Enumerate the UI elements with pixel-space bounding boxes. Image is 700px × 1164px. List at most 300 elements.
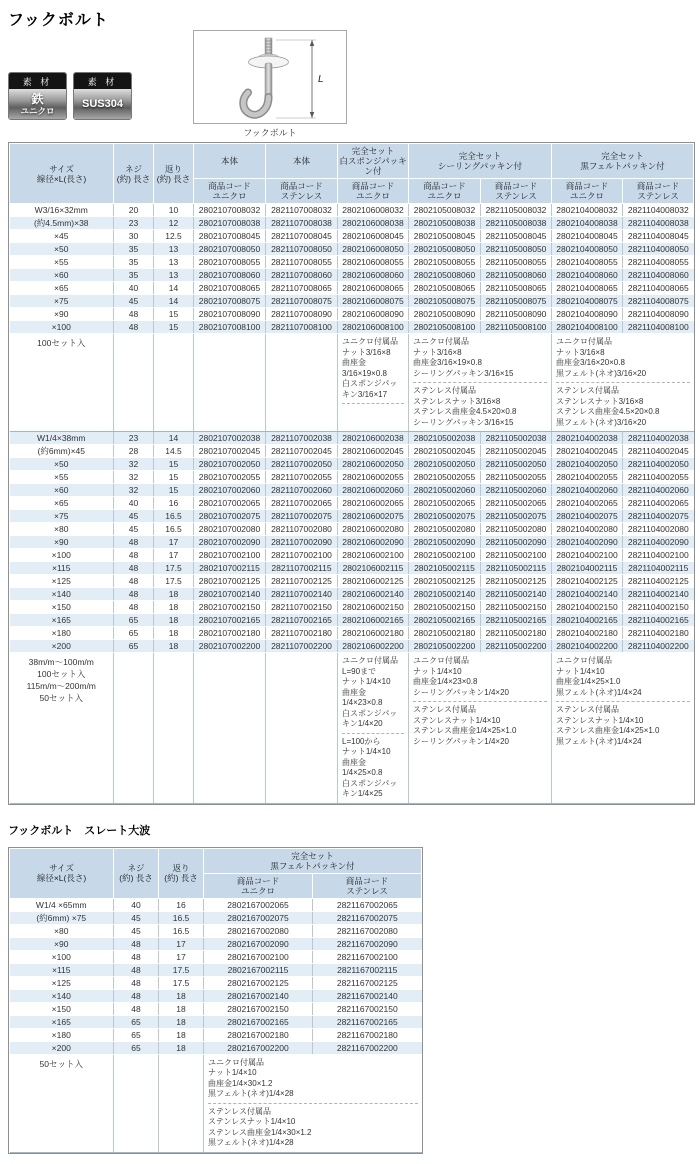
code-cell: 2802107002165 (194, 614, 266, 627)
code-cell: 2802107002080 (194, 523, 266, 536)
hook-bolt-image (193, 30, 347, 124)
code-cell: 2802104008038 (552, 217, 623, 230)
code-cell: 2802105002065 (409, 497, 481, 510)
group-header-sealing-set: 完全セット シーリングパッキン付 (409, 144, 552, 179)
code-cell: 18 (159, 989, 204, 1002)
code-cell: 2802167002140 (204, 989, 313, 1002)
code-cell: 2821107008038 (266, 217, 338, 230)
code-cell: 2802106008055 (338, 256, 409, 269)
code-cell: 2821104002060 (623, 484, 694, 497)
code-cell: 2802167002125 (204, 976, 313, 989)
size-cell: ×90 (10, 308, 114, 321)
size-cell: ×200 (10, 1041, 114, 1054)
code-cell: 2821105008038 (481, 217, 552, 230)
code-cell: 45 (114, 523, 154, 536)
figure-caption: フックボルト (243, 128, 297, 138)
product-row (10, 484, 694, 497)
code-cell: 2802107002038 (194, 432, 266, 445)
empty-cell (159, 1054, 204, 1152)
code-cell: 2802106002080 (338, 523, 409, 536)
code-cell: 2821167002115 (313, 963, 422, 976)
col-header-code-unichrome: 商品コード ユニクロ (204, 873, 313, 898)
code-cell: 48 (114, 308, 154, 321)
code-cell: 17 (159, 937, 204, 950)
col-header-code-unichrome: 商品コード ユニクロ (552, 179, 623, 204)
code-cell: 2821167002140 (313, 989, 422, 1002)
code-cell: 2802105002075 (409, 510, 481, 523)
code-cell: 2802105008065 (409, 282, 481, 295)
felt-accessories-note: ユニクロ付属品 ナット1/4×10 曲座金1/4×25×1.0 黒フェルト(ネオ)1/4×24 ステンレス付属品 ステンレスナット1/4×10 ステンレス曲座金1/4×25×1.0 黒フェルト(ネオ)1/4×24 (552, 653, 694, 804)
size-cell: ×140 (10, 588, 114, 601)
product-row (10, 230, 694, 243)
code-cell: 2821107002115 (266, 562, 338, 575)
code-cell: 2821104002075 (623, 510, 694, 523)
col-header-code-stainless: 商品コード ステンレス (623, 179, 694, 204)
empty-cell (194, 653, 266, 804)
col-header-code-stainless: 商品コード ステンレス (481, 179, 552, 204)
product-row (10, 1028, 422, 1041)
size-cell: ×100 (10, 549, 114, 562)
code-cell: 2802106002050 (338, 458, 409, 471)
code-cell: 2821105002055 (481, 471, 552, 484)
code-cell: 2802105002150 (409, 601, 481, 614)
code-cell: 2802107002090 (194, 536, 266, 549)
material-badge-body: 鉄 ユニクロ (9, 89, 66, 119)
code-cell: 2821104002180 (623, 627, 694, 640)
product-row (10, 989, 422, 1002)
code-cell: 2802104008100 (552, 321, 623, 334)
felt-accessories-note: ユニクロ付属品 ナット1/4×10 曲座金1/4×30×1.2 黒フェルト(ネオ)1/4×28 ステンレス付属品 ステンレスナット1/4×10 ステンレス曲座金1/4×30×1.2 黒フェルト(ネオ)1/4×28 (204, 1054, 422, 1152)
code-cell: 2821104008100 (623, 321, 694, 334)
code-cell: 2802106008065 (338, 282, 409, 295)
code-cell: 2802104002050 (552, 458, 623, 471)
code-cell: 2802107002140 (194, 588, 266, 601)
code-cell: 2821104002125 (623, 575, 694, 588)
code-cell: 2821105002150 (481, 601, 552, 614)
code-cell: 48 (114, 937, 159, 950)
code-cell: 2821107002038 (266, 432, 338, 445)
material-badge-header: 素 材 (9, 73, 66, 89)
code-cell: 2821107002055 (266, 471, 338, 484)
col-header-return-length: 返り (約) 長さ (154, 144, 194, 204)
material-badge-header: 素 材 (74, 73, 131, 89)
sponge-accessories-note: ユニクロ付属品L=90まで ナット1/4×10 曲座金1/4×23×0.8 白スポンジパッキン1/4×20 L=100から ナット1/4×10 曲座金1/4×25×0.8 白スポンジパッキン1/4×25 (338, 653, 409, 804)
code-cell: 2802167002100 (204, 950, 313, 963)
code-cell: 2802104002055 (552, 471, 623, 484)
code-cell: 2821107002165 (266, 614, 338, 627)
product-row (10, 204, 694, 217)
code-cell: 2821105008045 (481, 230, 552, 243)
code-cell: 2802104008032 (552, 204, 623, 217)
code-cell: 2802106002100 (338, 549, 409, 562)
code-cell: 2802105002100 (409, 549, 481, 562)
col-header-screw-length: ネジ (約) 長さ (114, 144, 154, 204)
code-cell: 2821107008055 (266, 256, 338, 269)
code-cell: 2821107008045 (266, 230, 338, 243)
code-cell: 48 (114, 321, 154, 334)
size-cell: ×90 (10, 937, 114, 950)
code-cell: 2802107002050 (194, 458, 266, 471)
code-cell: 2821107002065 (266, 497, 338, 510)
product-row (10, 510, 694, 523)
size-cell: (約4.5mm)×38 (10, 217, 114, 230)
col-header-code-unichrome: 商品コード ユニクロ (194, 179, 266, 204)
group-header-sponge-set: 完全セット 白スポンジパッキン付 (338, 144, 409, 179)
code-cell: 2802105002055 (409, 471, 481, 484)
product-row (10, 562, 694, 575)
code-cell: 2802107002060 (194, 484, 266, 497)
code-cell: 12.5 (154, 230, 194, 243)
code-cell: 2802167002065 (204, 898, 313, 911)
code-cell: 13 (154, 269, 194, 282)
code-cell: 2802106008032 (338, 204, 409, 217)
code-cell: 2802104002150 (552, 601, 623, 614)
size-cell: ×180 (10, 1028, 114, 1041)
code-cell: 2821104002055 (623, 471, 694, 484)
code-cell: 2821107002125 (266, 575, 338, 588)
code-cell: 2802105008100 (409, 321, 481, 334)
code-cell: 2821107008032 (266, 204, 338, 217)
code-cell: 2821167002150 (313, 1002, 422, 1015)
code-cell: 2802106008060 (338, 269, 409, 282)
code-cell: 2802104008090 (552, 308, 623, 321)
code-cell: 2802107002075 (194, 510, 266, 523)
empty-cell (114, 334, 154, 432)
group-header-body-stainless: 本体 (266, 144, 338, 179)
code-cell: 15 (154, 458, 194, 471)
code-cell: 2802167002200 (204, 1041, 313, 1054)
code-cell: 2802104002125 (552, 575, 623, 588)
code-cell: 2821105002080 (481, 523, 552, 536)
product-row (10, 976, 422, 989)
size-cell: (約6mm)×45 (10, 445, 114, 458)
code-cell: 48 (114, 976, 159, 989)
code-cell: 2802105008050 (409, 243, 481, 256)
code-cell: 2821105008050 (481, 243, 552, 256)
code-cell: 2821104002165 (623, 614, 694, 627)
code-cell: 2802104002165 (552, 614, 623, 627)
code-cell: 2821167002100 (313, 950, 422, 963)
size-cell: ×80 (10, 523, 114, 536)
code-cell: 2802107008045 (194, 230, 266, 243)
code-cell: 2802104002115 (552, 562, 623, 575)
code-cell: 2802106002090 (338, 536, 409, 549)
code-cell: 18 (154, 640, 194, 653)
set-quantity-cell: 100セット入 (10, 334, 114, 432)
code-cell: 2821104002045 (623, 445, 694, 458)
size-cell: ×100 (10, 321, 114, 334)
code-cell: 16 (154, 497, 194, 510)
code-cell: 65 (114, 614, 154, 627)
code-cell: 17 (159, 950, 204, 963)
product-row (10, 898, 422, 911)
code-cell: 2821105008075 (481, 295, 552, 308)
code-cell: 2821105008090 (481, 308, 552, 321)
size-cell: ×100 (10, 950, 114, 963)
code-cell: 65 (114, 1028, 159, 1041)
size-cell: ×60 (10, 269, 114, 282)
code-cell: 2821167002065 (313, 898, 422, 911)
code-cell: 15 (154, 484, 194, 497)
code-cell: 18 (154, 588, 194, 601)
code-cell: 17 (154, 549, 194, 562)
page-title: フックボルト (8, 12, 109, 29)
code-cell: 2802105002165 (409, 614, 481, 627)
code-cell: 2802105008055 (409, 256, 481, 269)
size-cell: ×55 (10, 471, 114, 484)
code-cell: 2821105002165 (481, 614, 552, 627)
code-cell: 2802107008090 (194, 308, 266, 321)
hook-bolt-drawing (194, 31, 346, 123)
code-cell: 2802106008090 (338, 308, 409, 321)
code-cell: 2802106002165 (338, 614, 409, 627)
code-cell: 2821104002150 (623, 601, 694, 614)
code-cell: 2802104008050 (552, 243, 623, 256)
code-cell: 2802105002125 (409, 575, 481, 588)
dimension-label: L (318, 74, 324, 85)
code-cell: 2821105002038 (481, 432, 552, 445)
code-cell: 2821107002150 (266, 601, 338, 614)
code-cell: 2802107002055 (194, 471, 266, 484)
product-row (10, 432, 694, 445)
col-header-return-length: 返り (約) 長さ (159, 848, 204, 898)
code-cell: 2821105008055 (481, 256, 552, 269)
product-row (10, 614, 694, 627)
code-cell: 16.5 (159, 911, 204, 924)
code-cell: 2821105002050 (481, 458, 552, 471)
code-cell: 2802107008100 (194, 321, 266, 334)
code-cell: 45 (114, 295, 154, 308)
product-row (10, 1015, 422, 1028)
code-cell: 2821107002100 (266, 549, 338, 562)
size-cell: ×150 (10, 1002, 114, 1015)
col-header-screw-length: ネジ (約) 長さ (114, 848, 159, 898)
code-cell: 2821104002115 (623, 562, 694, 575)
code-cell: 2802105002200 (409, 640, 481, 653)
code-cell: 16.5 (159, 924, 204, 937)
group-header-felt-set: 完全セット 黒フェルトパッキン付 (552, 144, 694, 179)
product-row (10, 601, 694, 614)
code-cell: 2802106002140 (338, 588, 409, 601)
code-cell: 2802106008045 (338, 230, 409, 243)
code-cell: 40 (114, 898, 159, 911)
code-cell: 2821104002100 (623, 549, 694, 562)
code-cell: 48 (114, 950, 159, 963)
code-cell: 2821105002200 (481, 640, 552, 653)
product-row (10, 640, 694, 653)
size-cell: ×80 (10, 924, 114, 937)
code-cell: 2821104008050 (623, 243, 694, 256)
main-table-frame (8, 142, 695, 805)
code-cell: 2821105008032 (481, 204, 552, 217)
code-cell: 2821107002090 (266, 536, 338, 549)
code-cell: 2802105002045 (409, 445, 481, 458)
sealing-accessories-note: ユニクロ付属品 ナット3/16×8 曲座金3/16×19×0.8 シーリングパッキン3/16×15 ステンレス付属品 ステンレスナット3/16×8 ステンレス曲座金4.5×20×0.8 シーリングパッキン3/16×15 (409, 334, 552, 432)
code-cell: 2821107008050 (266, 243, 338, 256)
code-cell: 2821105002045 (481, 445, 552, 458)
code-cell: 2802106008100 (338, 321, 409, 334)
code-cell: 2802104002090 (552, 536, 623, 549)
code-cell: 2802167002115 (204, 963, 313, 976)
code-cell: 2821107008075 (266, 295, 338, 308)
code-cell: 2802104002080 (552, 523, 623, 536)
code-cell: 2802104002200 (552, 640, 623, 653)
code-cell: 2802167002075 (204, 911, 313, 924)
code-cell: 2802105002080 (409, 523, 481, 536)
code-cell: 2802107008065 (194, 282, 266, 295)
code-cell: 2821104002200 (623, 640, 694, 653)
code-cell: 2802107008050 (194, 243, 266, 256)
code-cell: 2802105008045 (409, 230, 481, 243)
code-cell: 2802104002075 (552, 510, 623, 523)
code-cell: 2802105002038 (409, 432, 481, 445)
code-cell: 2802107002100 (194, 549, 266, 562)
product-row (10, 308, 694, 321)
code-cell: 2821167002125 (313, 976, 422, 989)
code-cell: 2802106008038 (338, 217, 409, 230)
set-quantity-cell: 38m/m〜100m/m 100セット入 115m/m〜200m/m 50セット入 (10, 653, 114, 804)
code-cell: 2821107002045 (266, 445, 338, 458)
code-cell: 2802106008050 (338, 243, 409, 256)
code-cell: 2802105002180 (409, 627, 481, 640)
code-cell: 2821107008090 (266, 308, 338, 321)
set-quantity-cell: 50セット入 (10, 1054, 114, 1152)
code-cell: 2802104002060 (552, 484, 623, 497)
code-cell: 2821105002090 (481, 536, 552, 549)
code-cell: 2821105002060 (481, 484, 552, 497)
product-row (10, 549, 694, 562)
code-cell: 2821107008100 (266, 321, 338, 334)
code-cell: 2802104002045 (552, 445, 623, 458)
empty-cell (266, 653, 338, 804)
note-row (10, 1054, 422, 1152)
col-header-code-stainless: 商品コード ステンレス (313, 873, 422, 898)
felt-accessories-note: ユニクロ付属品 ナット3/16×8 曲座金3/16×20×0.8 黒フェルト(ネオ)3/16×20 ステンレス付属品 ステンレスナット3/16×8 ステンレス曲座金4.5×20×0.8 黒フェルト(ネオ)3/16×20 (552, 334, 694, 432)
code-cell: 13 (154, 243, 194, 256)
code-cell: 10 (154, 204, 194, 217)
product-row (10, 321, 694, 334)
code-cell: 2821107002060 (266, 484, 338, 497)
code-cell: 2802167002090 (204, 937, 313, 950)
code-cell: 35 (114, 243, 154, 256)
code-cell: 16 (159, 898, 204, 911)
code-cell: 2802104002180 (552, 627, 623, 640)
code-cell: 2802107002150 (194, 601, 266, 614)
code-cell: 2802167002150 (204, 1002, 313, 1015)
size-cell: ×75 (10, 295, 114, 308)
code-cell: 2802106002200 (338, 640, 409, 653)
code-cell: 2802106002045 (338, 445, 409, 458)
code-cell: 2802167002080 (204, 924, 313, 937)
size-cell: W1/4 ×65mm (10, 898, 114, 911)
size-cell: W3/16×32mm (10, 204, 114, 217)
code-cell: 2821104002065 (623, 497, 694, 510)
size-cell: ×125 (10, 976, 114, 989)
code-cell: 15 (154, 321, 194, 334)
code-cell: 2821104008032 (623, 204, 694, 217)
size-cell: ×45 (10, 230, 114, 243)
code-cell: 2802105002140 (409, 588, 481, 601)
size-cell: ×75 (10, 510, 114, 523)
code-cell: 2802105002060 (409, 484, 481, 497)
code-cell: 18 (154, 627, 194, 640)
product-row (10, 243, 694, 256)
code-cell: 2802106002075 (338, 510, 409, 523)
col-header-size: サイズ 線径×L(長さ) (10, 144, 114, 204)
code-cell: 2802104002140 (552, 588, 623, 601)
code-cell: 2802167002180 (204, 1028, 313, 1041)
code-cell: 48 (114, 536, 154, 549)
code-cell: 2821104008038 (623, 217, 694, 230)
code-cell: 2802105002090 (409, 536, 481, 549)
size-cell: ×55 (10, 256, 114, 269)
code-cell: 32 (114, 471, 154, 484)
code-cell: 18 (159, 1041, 204, 1054)
product-row (10, 575, 694, 588)
group-header-body-unichrome: 本体 (194, 144, 266, 179)
code-cell: 2821107002050 (266, 458, 338, 471)
product-row (10, 963, 422, 976)
code-cell: 2821107002180 (266, 627, 338, 640)
code-cell: 45 (114, 911, 159, 924)
product-row (10, 924, 422, 937)
col-header-code-unichrome: 商品コード ユニクロ (409, 179, 481, 204)
code-cell: 2821167002200 (313, 1041, 422, 1054)
code-cell: 2821107002200 (266, 640, 338, 653)
code-cell: 2821104008065 (623, 282, 694, 295)
code-cell: 48 (114, 588, 154, 601)
code-cell: 45 (114, 924, 159, 937)
table-header (10, 848, 422, 898)
code-cell: 48 (114, 575, 154, 588)
code-cell: 2821104008055 (623, 256, 694, 269)
group-header-felt-set: 完全セット 黒フェルトパッキン付 (204, 848, 422, 873)
code-cell: 18 (159, 1028, 204, 1041)
code-cell: 30 (114, 230, 154, 243)
code-cell: 65 (114, 1015, 159, 1028)
code-cell: 2821104008045 (623, 230, 694, 243)
code-cell: 2802106002125 (338, 575, 409, 588)
code-cell: 2821105002100 (481, 549, 552, 562)
code-cell: 2821107002075 (266, 510, 338, 523)
code-cell: 2821104002140 (623, 588, 694, 601)
product-row (10, 282, 694, 295)
code-cell: 14.5 (154, 445, 194, 458)
col-header-code-unichrome: 商品コード ユニクロ (338, 179, 409, 204)
code-cell: 2821105008060 (481, 269, 552, 282)
top-section (8, 30, 692, 138)
code-cell: 2802105002050 (409, 458, 481, 471)
product-row (10, 523, 694, 536)
code-cell: 2802107008032 (194, 204, 266, 217)
size-cell: ×150 (10, 601, 114, 614)
code-cell: 17.5 (159, 963, 204, 976)
code-cell: 15 (154, 308, 194, 321)
code-cell: 2802106008075 (338, 295, 409, 308)
table-header (10, 144, 694, 204)
empty-cell (154, 653, 194, 804)
bolt-thread (265, 38, 272, 55)
code-cell: 2821104002090 (623, 536, 694, 549)
code-cell: 2821104002080 (623, 523, 694, 536)
code-cell: 20 (114, 204, 154, 217)
product-row (10, 471, 694, 484)
code-cell: 15 (154, 471, 194, 484)
code-cell: 2821167002180 (313, 1028, 422, 1041)
code-cell: 2802104008060 (552, 269, 623, 282)
code-cell: 65 (114, 627, 154, 640)
code-cell: 2821104008075 (623, 295, 694, 308)
